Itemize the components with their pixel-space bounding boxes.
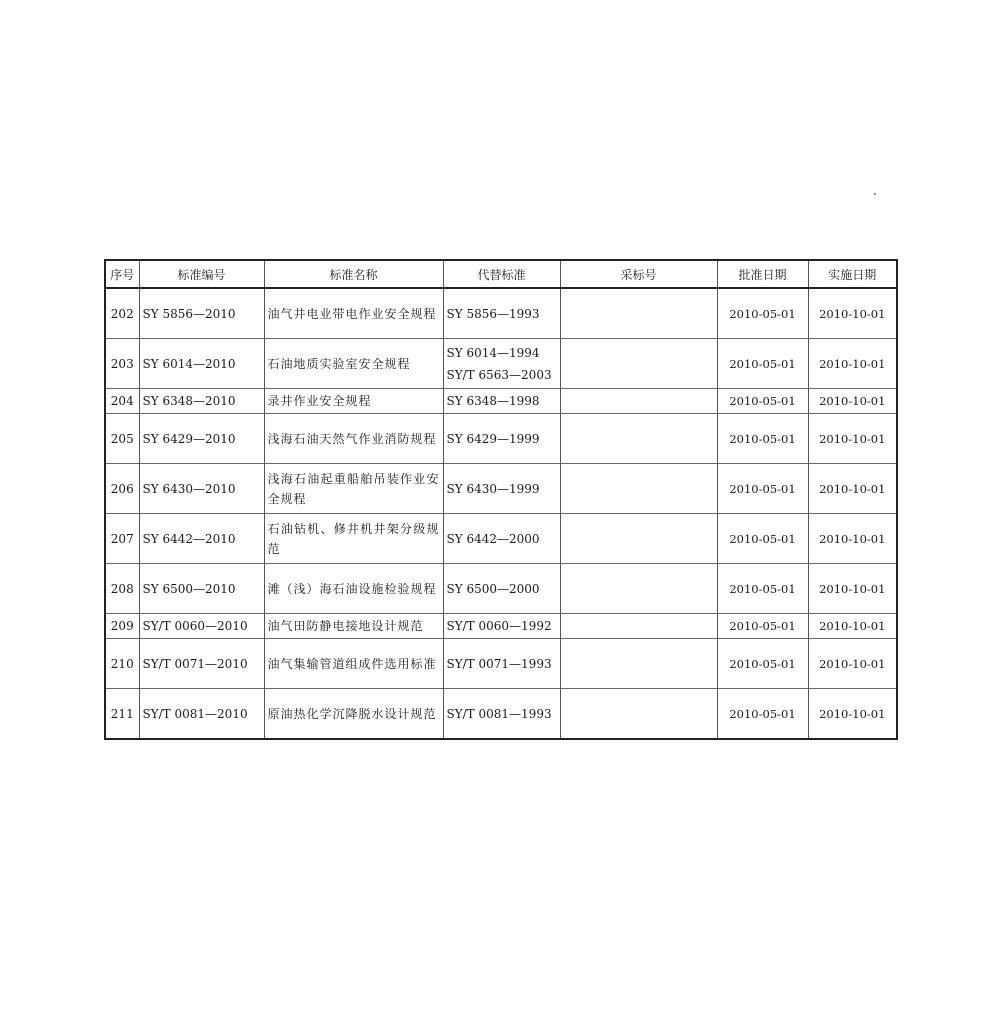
row-adopted (560, 389, 717, 414)
table-row (105, 514, 897, 564)
row-name: 原油热化学沉降脱水设计规范 (264, 689, 443, 740)
row-seq: 203 (105, 339, 139, 389)
row-name: 油气田防静电接地设计规范 (264, 614, 443, 639)
row-code: SY 6014—2010 (139, 339, 264, 389)
table-row (105, 564, 897, 614)
row-approval-date: 2010-05-01 (717, 514, 808, 564)
row-code: SY/T 0071—2010 (139, 639, 264, 689)
row-replaces: SY 6430—1999 (443, 464, 560, 514)
row-adopted (560, 614, 717, 639)
row-approval-date: 2010-05-01 (717, 464, 808, 514)
row-effective-date: 2010-10-01 (808, 614, 897, 639)
header-name: 标准名称 (264, 260, 443, 288)
table-row (105, 639, 897, 689)
header-seq: 序号 (105, 260, 139, 288)
header-effective-date: 实施日期 (808, 260, 897, 288)
row-seq: 202 (105, 288, 139, 339)
row-approval-date: 2010-05-01 (717, 564, 808, 614)
row-replaces: SY 6014—1994 SY/T 6563—2003 (443, 339, 560, 389)
table-row (105, 389, 897, 414)
row-seq: 206 (105, 464, 139, 514)
row-seq: 204 (105, 389, 139, 414)
row-adopted (560, 414, 717, 464)
table-row (105, 288, 897, 339)
row-seq: 210 (105, 639, 139, 689)
row-effective-date: 2010-10-01 (808, 339, 897, 389)
row-name: 录井作业安全规程 (264, 389, 443, 414)
header-row (105, 260, 897, 288)
row-effective-date: 2010-10-01 (808, 639, 897, 689)
row-approval-date: 2010-05-01 (717, 614, 808, 639)
table-row (105, 464, 897, 514)
row-code: SY 6500—2010 (139, 564, 264, 614)
row-seq: 208 (105, 564, 139, 614)
table-row (105, 414, 897, 464)
row-adopted (560, 689, 717, 740)
row-adopted (560, 564, 717, 614)
row-seq: 205 (105, 414, 139, 464)
row-replaces: SY 6500—2000 (443, 564, 560, 614)
row-name: 石油地质实验室安全规程 (264, 339, 443, 389)
row-seq: 207 (105, 514, 139, 564)
row-code: SY/T 0060—2010 (139, 614, 264, 639)
row-adopted (560, 514, 717, 564)
row-replaces: SY/T 0060—1992 (443, 614, 560, 639)
row-replaces: SY 6429—1999 (443, 414, 560, 464)
row-adopted (560, 288, 717, 339)
row-name: 油气集输管道组成件选用标准 (264, 639, 443, 689)
row-approval-date: 2010-05-01 (717, 389, 808, 414)
row-name: 石油钻机、修井机井架分级规范 (264, 514, 443, 564)
row-name: 浅海石油起重船舶吊装作业安全规程 (264, 464, 443, 514)
row-code: SY 6442—2010 (139, 514, 264, 564)
row-code: SY 6429—2010 (139, 414, 264, 464)
row-replaces: SY 5856—1993 (443, 288, 560, 339)
row-code: SY/T 0081—2010 (139, 689, 264, 740)
row-name: 滩（浅）海石油设施检验规程 (264, 564, 443, 614)
row-approval-date: 2010-05-01 (717, 414, 808, 464)
header-approval-date: 批准日期 (717, 260, 808, 288)
header-code: 标准编号 (139, 260, 264, 288)
row-replaces: SY 6442—2000 (443, 514, 560, 564)
page-speck (874, 193, 876, 195)
standards-table (104, 259, 898, 740)
row-effective-date: 2010-10-01 (808, 414, 897, 464)
row-effective-date: 2010-10-01 (808, 288, 897, 339)
row-approval-date: 2010-05-01 (717, 639, 808, 689)
header-adopted: 采标号 (560, 260, 717, 288)
row-effective-date: 2010-10-01 (808, 564, 897, 614)
table-row (105, 339, 897, 389)
row-effective-date: 2010-10-01 (808, 514, 897, 564)
row-code: SY 5856—2010 (139, 288, 264, 339)
table-row (105, 689, 897, 740)
row-effective-date: 2010-10-01 (808, 389, 897, 414)
row-code: SY 6430—2010 (139, 464, 264, 514)
row-seq: 209 (105, 614, 139, 639)
row-name: 油气井电业带电作业安全规程 (264, 288, 443, 339)
row-replaces: SY 6348—1998 (443, 389, 560, 414)
row-replaces: SY/T 0071—1993 (443, 639, 560, 689)
row-approval-date: 2010-05-01 (717, 288, 808, 339)
row-approval-date: 2010-05-01 (717, 689, 808, 740)
header-replaces: 代替标准 (443, 260, 560, 288)
row-approval-date: 2010-05-01 (717, 339, 808, 389)
row-effective-date: 2010-10-01 (808, 689, 897, 740)
row-adopted (560, 639, 717, 689)
row-adopted (560, 464, 717, 514)
table-row (105, 614, 897, 639)
row-replaces: SY/T 0081—1993 (443, 689, 560, 740)
row-seq: 211 (105, 689, 139, 740)
row-name: 浅海石油天然气作业消防规程 (264, 414, 443, 464)
row-code: SY 6348—2010 (139, 389, 264, 414)
row-effective-date: 2010-10-01 (808, 464, 897, 514)
row-adopted (560, 339, 717, 389)
